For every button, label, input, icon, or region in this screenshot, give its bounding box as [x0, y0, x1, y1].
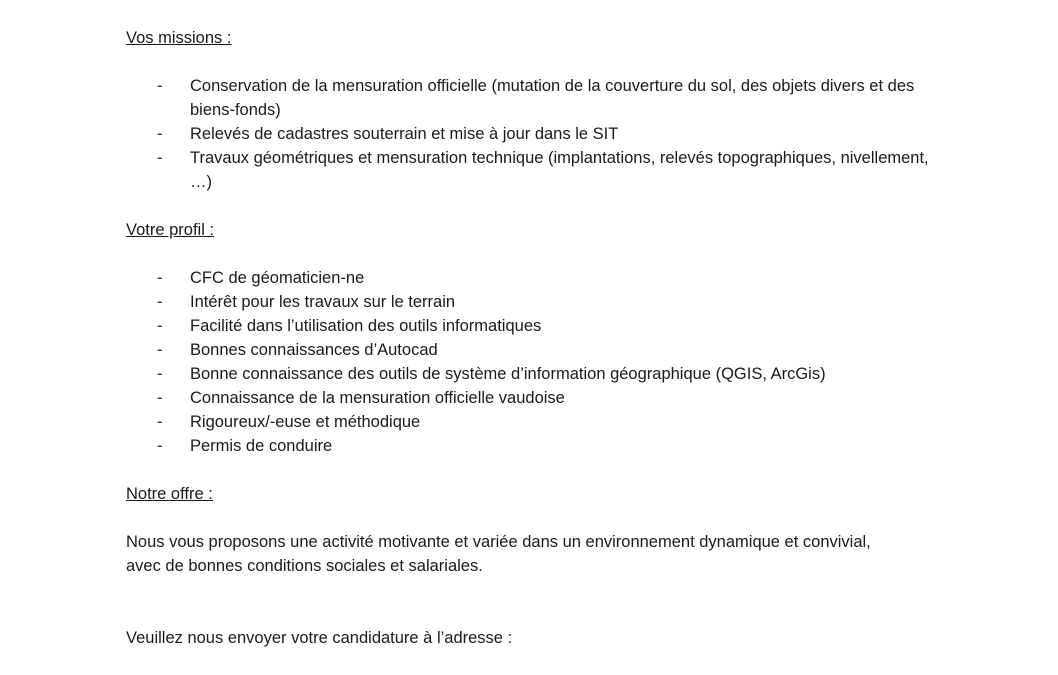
spacer: [126, 506, 946, 530]
list-item-text: Rigoureux/-euse et méthodique: [190, 413, 421, 431]
list-item: [126, 122, 940, 146]
missions-list: [126, 74, 946, 194]
list-item: [126, 338, 940, 362]
list-item: [126, 410, 940, 434]
spacer: [126, 50, 946, 74]
spacer: [126, 602, 946, 626]
bullet-dash: -: [157, 77, 163, 95]
bullet-dash: -: [157, 125, 163, 143]
list-item-text: CFC de géomaticien-ne: [190, 269, 365, 287]
spacer: [126, 578, 946, 602]
list-item-text: Bonnes connaissances d’Autocad: [190, 341, 438, 359]
bullet-dash: -: [157, 341, 163, 359]
missions-heading: Vos missions :: [126, 29, 232, 47]
bullet-dash: -: [157, 413, 163, 431]
list-item-text: Intérêt pour les travaux sur le terrain: [190, 293, 456, 311]
bullet-dash: -: [157, 317, 163, 335]
bullet-dash: -: [157, 149, 163, 167]
list-item: [126, 314, 940, 338]
list-item-text: Connaissance de la mensuration officielle vaudoise: [190, 389, 565, 407]
list-item-text: Permis de conduire: [190, 437, 333, 455]
list-item-text: Conservation de la mensuration officielle (mutation de la couverture du sol, des objets divers et des biens-fonds): [190, 77, 915, 119]
candidature-text: Veuillez nous envoyer votre candidature à l’adresse :: [126, 629, 513, 647]
document-body: [126, 26, 946, 650]
list-item: [126, 362, 940, 386]
spacer: [126, 194, 946, 218]
bullet-dash: -: [157, 293, 163, 311]
spacer: [126, 242, 946, 266]
spacer: [126, 458, 946, 482]
profil-list: [126, 266, 946, 458]
offre-paragraph: Nous vous proposons une activité motivante et variée dans un environnement dynamique et convivial, avec de bonnes conditions sociales et salariales.: [126, 533, 871, 575]
list-item: [126, 386, 940, 410]
profil-heading: Votre profil :: [126, 221, 215, 239]
bullet-dash: -: [157, 365, 163, 383]
list-item: [126, 434, 940, 458]
offre-heading: Notre offre :: [126, 485, 213, 503]
list-item: [126, 146, 940, 194]
bullet-dash: -: [157, 389, 163, 407]
list-item-text: Travaux géométriques et mensuration technique (implantations, relevés topographiques, nivellement, …): [190, 149, 929, 191]
list-item-text: Bonne connaissance des outils de système d’information géographique (QGIS, ArcGis): [190, 365, 826, 383]
bullet-dash: -: [157, 269, 163, 287]
list-item: [126, 74, 940, 122]
list-item-text: Relevés de cadastres souterrain et mise à jour dans le SIT: [190, 125, 619, 143]
list-item: [126, 290, 940, 314]
bullet-dash: -: [157, 437, 163, 455]
list-item: [126, 266, 940, 290]
list-item-text: Facilité dans l’utilisation des outils informatiques: [190, 317, 542, 335]
